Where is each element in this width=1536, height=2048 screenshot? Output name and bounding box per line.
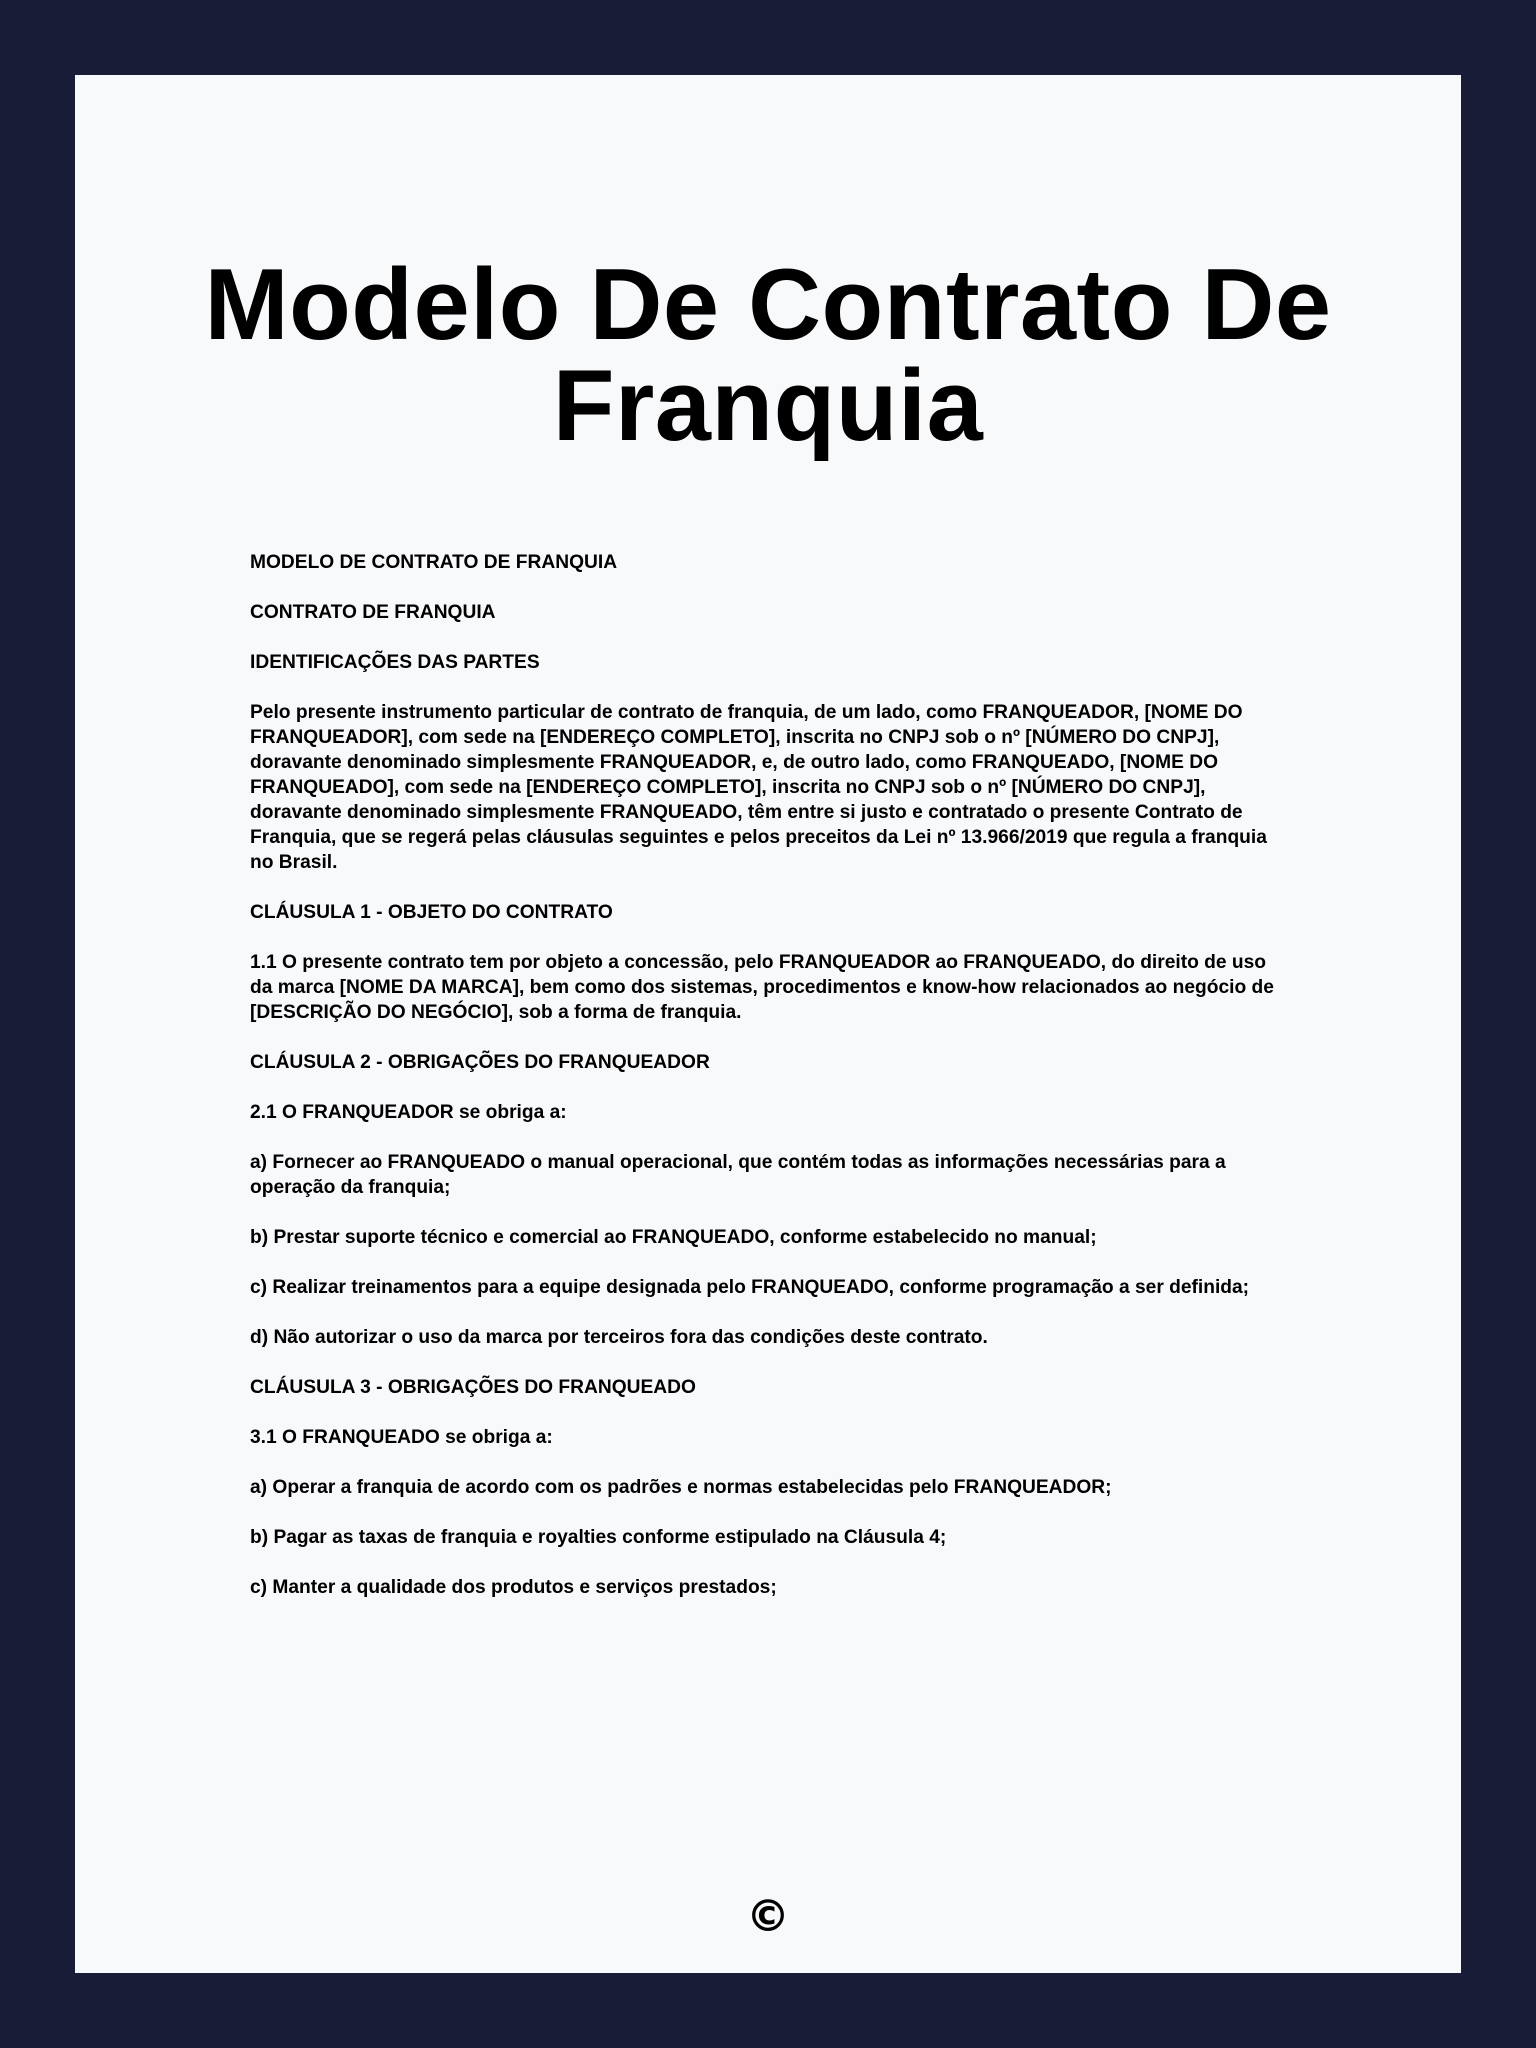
copyright-icon: © [746, 1891, 790, 1942]
paragraph: 2.1 O FRANQUEADOR se obriga a: [250, 1102, 567, 1123]
list-item: a) Operar a franquia de acordo com os padrões e normas estabelecidas pelo FRANQUEADOR; [250, 1477, 1112, 1498]
paragraph: 3.1 O FRANQUEADO se obriga a: [250, 1427, 553, 1448]
paragraph: 1.1 O presente contrato tem por objeto a concessão, pelo FRANQUEADOR ao FRANQUEADO, do direito de uso da marca [NOME DA MARCA], bem como dos sistemas, procedimentos e know-how relacionados ao negócio de [DESCRIÇÃO DO NEGÓCIO], sob a forma de franquia. [250, 952, 1274, 1023]
paragraph: IDENTIFICAÇÕES DAS PARTES [250, 652, 540, 673]
paragraph: MODELO DE CONTRATO DE FRANQUIA [250, 552, 618, 573]
list-item: a) Fornecer ao FRANQUEADO o manual operacional, que contém todas as informações necessárias para a operação da franquia; [250, 1152, 1226, 1198]
list-item: c) Realizar treinamentos para a equipe designada pelo FRANQUEADO, conforme programação a ser definida; [250, 1277, 1250, 1298]
paragraph: CONTRATO DE FRANQUIA [250, 602, 496, 623]
document-title: Modelo De Contrato De Franquia [204, 249, 1332, 462]
paragraph: CLÁUSULA 1 - OBJETO DO CONTRATO [250, 902, 613, 923]
paragraph: CLÁUSULA 2 - OBRIGAÇÕES DO FRANQUEADOR [250, 1052, 710, 1073]
list-item: b) Prestar suporte técnico e comercial ao FRANQUEADO, conforme estabelecido no manual; [250, 1227, 1097, 1248]
document-page [75, 75, 1461, 1973]
paragraph: CLÁUSULA 3 - OBRIGAÇÕES DO FRANQUEADO [250, 1377, 696, 1398]
list-item: b) Pagar as taxas de franquia e royalties conforme estipulado na Cláusula 4; [250, 1527, 947, 1548]
paragraph: Pelo presente instrumento particular de contrato de franquia, de um lado, como FRANQUEADOR, [NOME DO FRANQUEADOR], com sede na [ENDEREÇO COMPLETO], inscrita no CNPJ sob o nº [NÚMERO DO CNPJ], doravante denominado simplesmente FRANQUEADOR, e, de outro lado, como FRANQUEADO, [NOME DO FRANQUEADO], com sede na [ENDEREÇO COMPLETO], inscrita no CNPJ sob o nº [NÚMERO DO CNPJ], doravante denominado simplesmente FRANQUEADO, têm entre si justo e contratado o presente Contrato de Franquia, que se regerá pelas cláusulas seguintes e pelos preceitos da Lei nº 13.966/2019 que regula a franquia no Brasil. [250, 702, 1267, 873]
document-body [250, 550, 1290, 1625]
list-item: c) Manter a qualidade dos produtos e serviços prestados; [250, 1577, 777, 1598]
list-item: d) Não autorizar o uso da marca por terceiros fora das condições deste contrato. [250, 1327, 988, 1348]
